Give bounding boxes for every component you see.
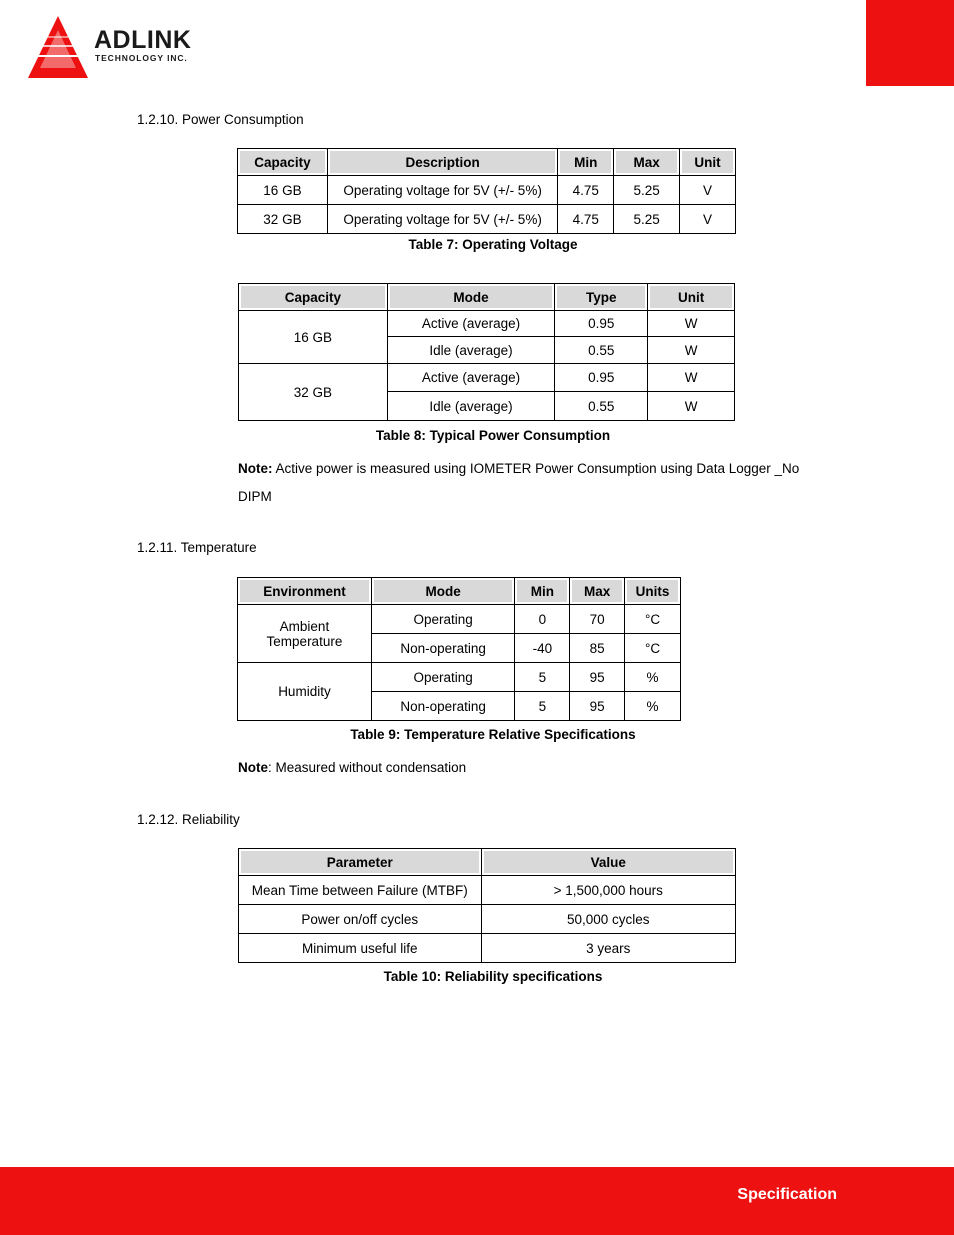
table-row: [239, 876, 736, 905]
table-cell: Non-operating: [371, 692, 515, 721]
table-cell: 0.55: [555, 337, 648, 364]
table-row: [239, 934, 736, 963]
table-header-cell: Unit: [680, 149, 736, 176]
table-cell: 0.95: [555, 311, 648, 337]
table-cell: Operating: [371, 605, 515, 634]
table-cell: Idle (average): [387, 392, 555, 421]
table-caption: Table 8: Typical Power Consumption: [375, 428, 611, 443]
table-row: [239, 364, 735, 392]
table-cell: %: [625, 692, 681, 721]
table-caption: Table 9: Temperature Relative Specifications: [350, 727, 636, 742]
table-cell: > 1,500,000 hours: [481, 876, 735, 905]
table-cell: Non-operating: [371, 634, 515, 663]
table-cell: Mean Time between Failure (MTBF): [239, 876, 482, 905]
table-caption: Table 7: Operating Voltage: [408, 237, 578, 252]
table-cell: 70: [570, 605, 625, 634]
table-header-cell: Capacity: [239, 284, 388, 311]
table-cell: W: [648, 337, 735, 364]
note-text-continued: DIPM: [238, 489, 272, 504]
table-cell: 4.75: [558, 176, 614, 205]
table-cell: 32 GB: [239, 364, 388, 421]
table-cell: 50,000 cycles: [481, 905, 735, 934]
table-header-cell: Description: [327, 149, 557, 176]
table-header-cell: Type: [555, 284, 648, 311]
table-cell: 5: [515, 692, 570, 721]
typical-power-table: [238, 283, 735, 421]
table-cell: Ambient Temperature: [238, 605, 372, 663]
table-cell: 95: [570, 692, 625, 721]
footer-label: Specification: [737, 1186, 837, 1203]
table-cell: W: [648, 311, 735, 337]
table-cell: W: [648, 392, 735, 421]
table-cell: 0: [515, 605, 570, 634]
table-cell: Operating: [371, 663, 515, 692]
table-cell: 3 years: [481, 934, 735, 963]
table-header-cell: Environment: [238, 578, 372, 605]
table-cell: °C: [625, 634, 681, 663]
table-cell: Humidity: [238, 663, 372, 721]
table-row: [239, 311, 735, 337]
table-cell: °C: [625, 605, 681, 634]
table-row: [238, 176, 736, 205]
note-label: Note: [238, 760, 268, 775]
table-header-cell: Units: [625, 578, 681, 605]
table-row: [239, 905, 736, 934]
table-header-cell: Max: [570, 578, 625, 605]
table-cell: 5: [515, 663, 570, 692]
table-row: [238, 605, 681, 634]
table-header-cell: Min: [558, 149, 614, 176]
note-label: Note:: [238, 461, 273, 476]
note-text: : Measured without condensation: [268, 760, 467, 775]
adlink-triangle-logo-icon: [26, 16, 90, 80]
brand-name: ADLINK: [94, 26, 192, 54]
table-header-cell: Unit: [648, 284, 735, 311]
section-heading-reliability: 1.2.12. Reliability: [137, 812, 240, 827]
table-header-cell: Mode: [387, 284, 555, 311]
table-cell: V: [680, 205, 736, 234]
section-heading-temperature: 1.2.11. Temperature: [137, 540, 257, 555]
table-header-cell: Parameter: [239, 849, 482, 876]
reliability-table: [238, 848, 736, 963]
section-heading-power: 1.2.10. Power Consumption: [137, 112, 304, 127]
power-note: [238, 455, 799, 511]
table-cell: Operating voltage for 5V (+/- 5%): [327, 176, 557, 205]
brand-subtitle: TECHNOLOGY INC.: [95, 53, 188, 63]
note-text: Active power is measured using IOMETER Power Consumption using Data Logger _No: [272, 461, 800, 476]
table-row: [238, 663, 681, 692]
table-header-cell: Min: [515, 578, 570, 605]
table-caption: Table 10: Reliability specifications: [383, 969, 603, 984]
table-header-cell: Capacity: [238, 149, 328, 176]
temperature-table: [237, 577, 681, 721]
adlink-logo: [26, 16, 236, 80]
table-cell: W: [648, 364, 735, 392]
table-cell: 0.95: [555, 364, 648, 392]
table-cell: 0.55: [555, 392, 648, 421]
table-cell: 85: [570, 634, 625, 663]
table-cell: 5.25: [614, 205, 680, 234]
table-row: [238, 205, 736, 234]
table-cell: Idle (average): [387, 337, 555, 364]
table-cell: 32 GB: [238, 205, 328, 234]
table-cell: 4.75: [558, 205, 614, 234]
table-header-cell: Max: [614, 149, 680, 176]
operating-voltage-table: [237, 148, 736, 234]
table-cell: 5.25: [614, 176, 680, 205]
table-cell: 95: [570, 663, 625, 692]
table-cell: 16 GB: [239, 311, 388, 364]
table-cell: 16 GB: [238, 176, 328, 205]
temperature-note: [238, 754, 466, 782]
table-cell: %: [625, 663, 681, 692]
table-cell: Active (average): [387, 364, 555, 392]
table-header-cell: Value: [481, 849, 735, 876]
table-header-cell: Mode: [371, 578, 515, 605]
table-cell: Operating voltage for 5V (+/- 5%): [327, 205, 557, 234]
table-cell: -40: [515, 634, 570, 663]
table-cell: Active (average): [387, 311, 555, 337]
header-corner-accent: [866, 0, 954, 86]
table-cell: Minimum useful life: [239, 934, 482, 963]
footer-bar: [0, 1167, 954, 1235]
table-cell: V: [680, 176, 736, 205]
table-cell: Power on/off cycles: [239, 905, 482, 934]
